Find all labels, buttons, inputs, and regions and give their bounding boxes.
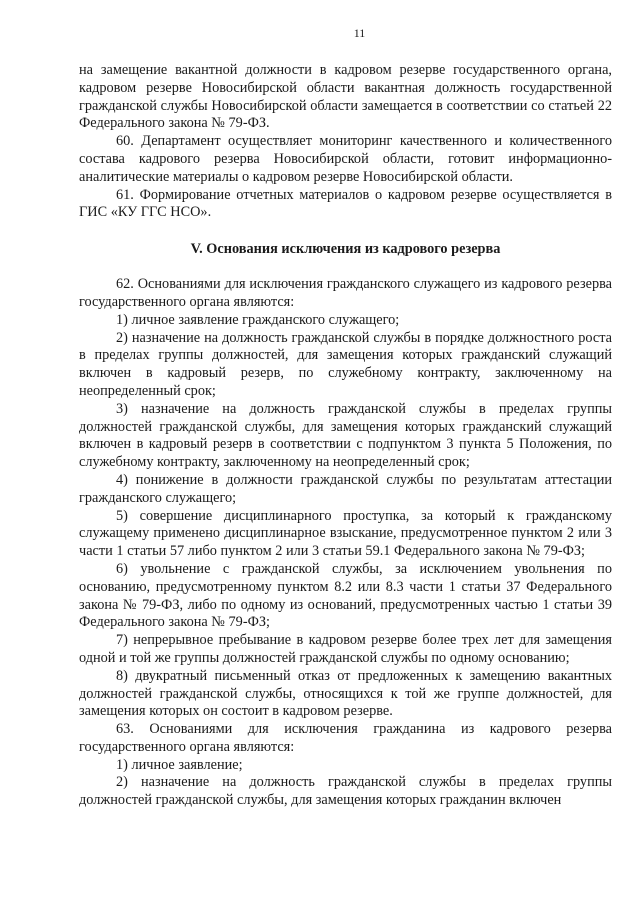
list-item-63-2: 2) назначение на должность гражданской службы в пределах группы должностей гражданской службы, для замещения которых гражданин включен	[79, 774, 612, 809]
list-item-62-2: 2) назначение на должность гражданской службы в порядке должностного роста в пределах группы должностей, для замещения которых гражданский служащий включен в кадровый резерв, по служебному контракту, заключенному на неопределенный срок;	[79, 329, 612, 399]
paragraph-60: 60. Департамент осуществляет мониторинг качественного и количественного состава кадрового резерва Новосибирской области, готовит информационно-аналитические материалы о кадровом резерве Новосибирской области.	[79, 133, 612, 185]
section-heading: V. Основания исключения из кадрового резерва	[190, 241, 501, 258]
list-item-62-8: 8) двукратный письменный отказ от предложенных к замещению вакантных должностей гражданской службы, относящихся к той же группе должностей, для замещения которых он состоит в кадровом резерве.	[79, 667, 612, 720]
paragraph-61: 61. Формирование отчетных материалов о кадровом резерве осуществляется в ГИС «КУ ГГС НСО».	[79, 186, 612, 221]
list-item-62-6: 6) увольнение с гражданской службы, за исключением увольнения по основанию, предусмотренному пунктом 8.2 или 8.3 части 1 статьи 37 Федерального закона № 79-ФЗ, либо по одному из оснований, предусмотренных частью 1 статьи 39 Федерального закона № 79-ФЗ;	[79, 560, 612, 631]
paragraph-63: 63. Основаниями для исключения гражданина из кадрового резерва государственного органа являются:	[79, 721, 612, 755]
list-item-62-5: 5) совершение дисциплинарного проступка, за который к гражданскому служащему применено дисциплинарное взыскание, предусмотренное пунктом 2 или 3 части 1 статьи 57 либо пунктом 2 или 3 статьи 59.1 Федерального закона № 79-ФЗ;	[79, 507, 612, 560]
list-item-62-3: 3) назначение на должность гражданской службы в пределах группы должностей гражданской службы, для замещения которых гражданский служащий включен в кадровый резерв в соответствии с подпунктом 3 пункта 5 Положения, по служебному контракту, заключенному на неопределенный срок;	[79, 400, 612, 471]
list-item-62-1: 1) личное заявление гражданского служащего;	[116, 311, 400, 328]
paragraph-continuation: на замещение вакантной должности в кадровом резерве государственного органа, кадровом резерве Новосибирской области вакантная должность государственной гражданской службы Новосибирской области замещается в соответствии со статьей 22 Федерального закона № 79-ФЗ.	[79, 62, 612, 132]
paragraphs-before	[79, 62, 612, 222]
paragraph-62: 62. Основаниями для исключения гражданского служащего из кадрового резерва государственного органа являются:	[79, 276, 612, 310]
list-item-63-1: 1) личное заявление;	[116, 756, 243, 773]
page-number: 11	[353, 26, 366, 40]
list-item-62-4: 4) понижение в должности гражданской службы по результатам аттестации гражданского служащего;	[79, 471, 612, 506]
paragraphs-after	[79, 276, 612, 810]
list-item-62-7: 7) непрерывное пребывание в кадровом резерве более трех лет для замещения одной и той же группы должностей гражданской службы по одному основанию;	[79, 632, 612, 666]
